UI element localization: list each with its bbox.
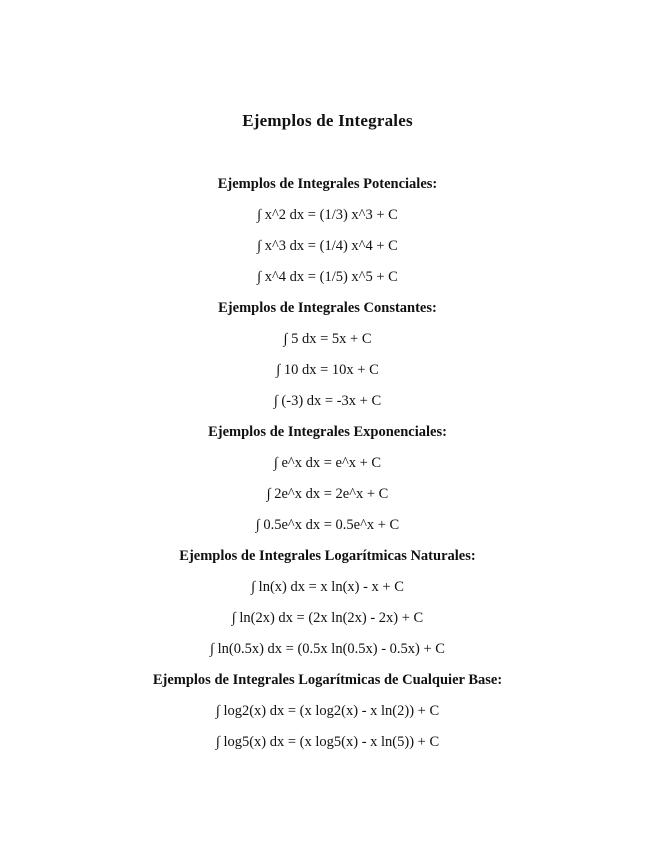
- formula-line: ∫ e^x dx = e^x + C: [273, 455, 382, 471]
- formula-line: ∫ x^3 dx = (1/4) x^4 + C: [257, 238, 398, 254]
- section-logaritmicas-naturales: [0, 545, 655, 669]
- section-potenciales: [0, 173, 655, 297]
- formula-line: ∫ x^4 dx = (1/5) x^5 + C: [257, 269, 398, 285]
- formula-line: ∫ ln(2x) dx = (2x ln(2x) - 2x) + C: [231, 610, 424, 626]
- section-heading: Ejemplos de Integrales Potenciales:: [217, 176, 438, 192]
- section-constantes: [0, 297, 655, 421]
- formula-line: ∫ log5(x) dx = (x log5(x) - x ln(5)) + C: [215, 734, 440, 750]
- document-content: [0, 173, 655, 762]
- formula-line: ∫ 0.5e^x dx = 0.5e^x + C: [255, 517, 400, 533]
- section-heading: Ejemplos de Integrales Constantes:: [218, 300, 437, 316]
- formula-line: ∫ ln(0.5x) dx = (0.5x ln(0.5x) - 0.5x) + C: [210, 641, 445, 657]
- document-title: Ejemplos de Integrales: [242, 111, 413, 130]
- formula-line: ∫ 2e^x dx = 2e^x + C: [266, 486, 389, 502]
- section-logaritmicas-cualquier-base: [0, 669, 655, 762]
- section-heading: Ejemplos de Integrales Logarítmicas Naturales:: [179, 548, 476, 564]
- section-exponenciales: [0, 421, 655, 545]
- formula-line: ∫ (-3) dx = -3x + C: [273, 393, 382, 409]
- section-heading: Ejemplos de Integrales Exponenciales:: [208, 424, 447, 440]
- formula-line: ∫ ln(x) dx = x ln(x) - x + C: [251, 579, 404, 595]
- formula-line: ∫ 5 dx = 5x + C: [283, 331, 372, 347]
- formula-line: ∫ log2(x) dx = (x log2(x) - x ln(2)) + C: [215, 703, 440, 719]
- section-heading: Ejemplos de Integrales Logarítmicas de Cualquier Base:: [152, 672, 503, 688]
- formula-line: ∫ 10 dx = 10x + C: [276, 362, 379, 378]
- formula-line: ∫ x^2 dx = (1/3) x^3 + C: [257, 207, 398, 223]
